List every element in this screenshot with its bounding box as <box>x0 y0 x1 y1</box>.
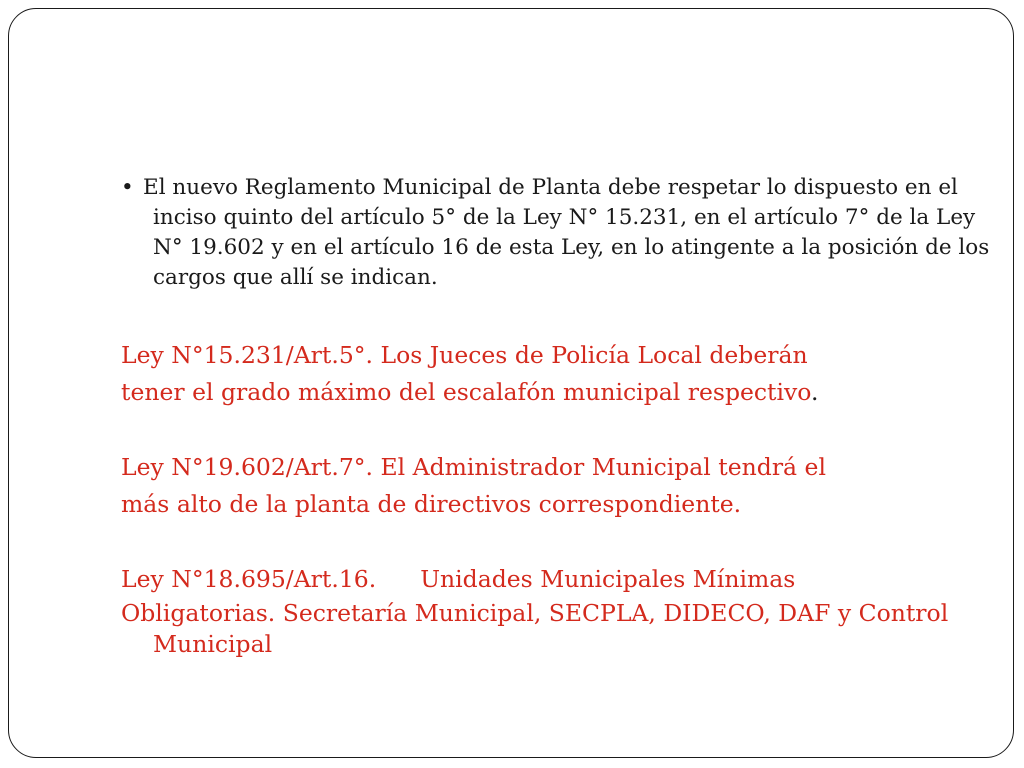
bullet-marker: • <box>121 175 134 200</box>
slide-content <box>121 173 991 660</box>
law-19602-block <box>121 449 991 523</box>
law-18695-ref: Ley N°18.695/Art.16. <box>121 565 377 593</box>
law-15231-line2-text: tener el grado máximo del escalafón municipal respectivo <box>121 378 812 406</box>
law-18695-title: Unidades Municipales Mínimas <box>420 565 796 593</box>
law-18695-line2: Obligatorias. Secretaría Municipal, SECPLA, DIDECO, DAF y Control Municipal <box>121 599 949 658</box>
slide-frame <box>8 8 1014 758</box>
bullet-text: El nuevo Reglamento Municipal de Planta debe respetar lo dispuesto en el inciso quinto del artículo 5° de la Ley N° 15.231, en el artículo 7° de la Ley N° 19.602 y en el artículo 16 de esta Ley, en lo atingente a la posición de los cargos que allí se indican. <box>143 175 990 290</box>
law-18695-block <box>121 561 991 660</box>
law-19602-line2: más alto de la planta de directivos correspondiente. <box>121 490 742 518</box>
law-15231-line1: Ley N°15.231/Art.5°. Los Jueces de Policía Local deberán <box>121 341 808 369</box>
law-15231-line2 <box>121 374 991 411</box>
bullet-paragraph <box>121 173 991 293</box>
law-19602-line1: Ley N°19.602/Art.7°. El Administrador Municipal tendrá el <box>121 453 826 481</box>
law-18695-line1 <box>121 561 991 598</box>
law-15231-block <box>121 337 991 411</box>
law-15231-line2-period: . <box>811 378 819 406</box>
